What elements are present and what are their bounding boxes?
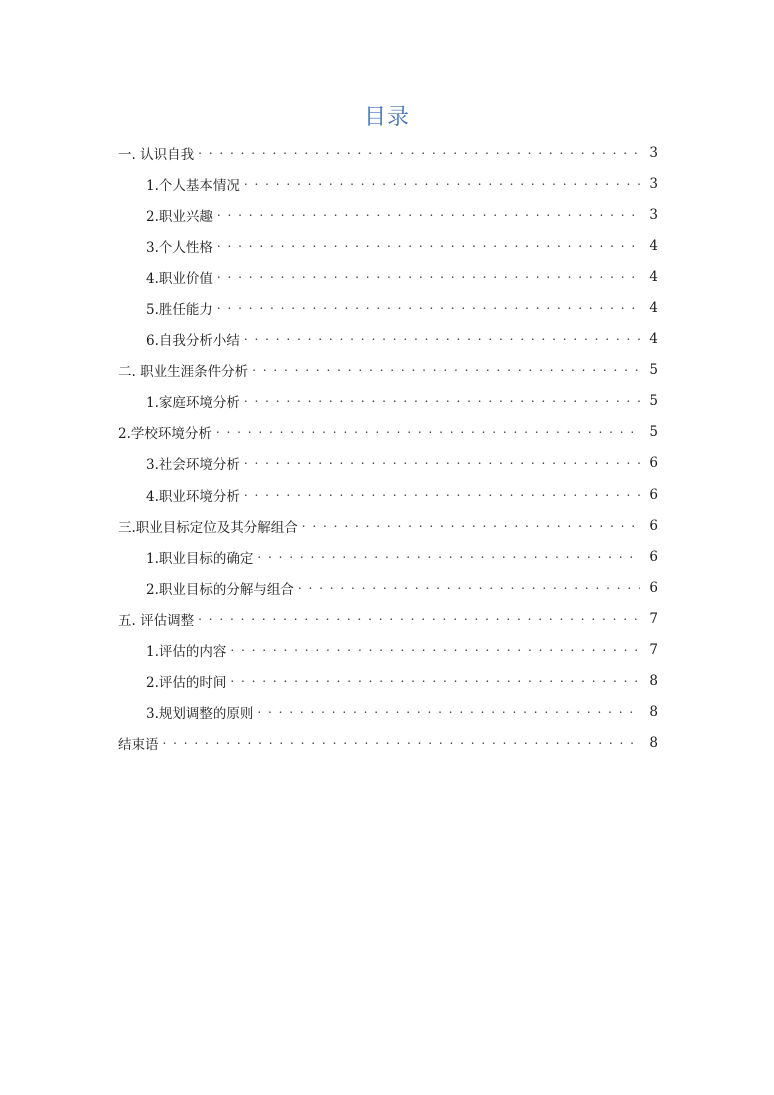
toc-entry[interactable] [118, 666, 658, 697]
toc-leader-dots [302, 519, 640, 533]
toc-leader-dots [217, 270, 640, 284]
toc-leader-dots [230, 674, 640, 688]
toc-entry-page-number: 8 [649, 704, 658, 721]
toc-entry-page-number: 5 [649, 424, 658, 441]
toc-leader-dots [257, 550, 640, 564]
toc-entry-label: 5.胜任能力 [146, 302, 213, 319]
toc-leader-dots [244, 177, 640, 191]
toc-leader-dots [244, 332, 640, 346]
toc-entry-label: 一. 认识自我 [118, 146, 195, 163]
toc-entry-label: 3.社会环境分析 [146, 457, 240, 474]
toc-entry[interactable] [118, 603, 658, 634]
toc-title: 目录 [363, 105, 410, 130]
toc-leader-dots [257, 705, 640, 719]
toc-entry[interactable] [118, 510, 658, 541]
toc-entry[interactable] [118, 728, 658, 759]
toc-entry-label: 4.职业价值 [146, 270, 213, 287]
toc-entry-page-number: 4 [649, 300, 658, 317]
toc-entry[interactable] [118, 230, 658, 261]
toc-entry[interactable] [118, 572, 658, 603]
toc-entry-label: 1.家庭环境分析 [146, 395, 240, 412]
toc-entry-page-number: 3 [649, 175, 658, 192]
toc-entry-page-number: 7 [649, 642, 658, 659]
toc-entry-label: 3.个人性格 [146, 239, 213, 256]
toc-entry-page-number: 4 [649, 268, 658, 285]
toc-entry-page-number: 4 [649, 237, 658, 254]
toc-entry-page-number: 8 [649, 673, 658, 690]
toc-entry[interactable] [118, 479, 658, 510]
toc-entry-label: 三.职业目标定位及其分解组合 [118, 519, 298, 536]
toc-leader-dots [198, 612, 640, 626]
toc-leader-dots [244, 488, 640, 502]
toc-leader-dots [217, 208, 640, 222]
toc-leader-dots [198, 146, 640, 160]
toc-entry[interactable] [118, 261, 658, 292]
toc-leader-dots [163, 736, 641, 750]
toc-entry[interactable] [118, 324, 658, 355]
toc-entry-page-number: 8 [649, 735, 658, 752]
toc-leader-dots [298, 581, 640, 595]
toc-entry[interactable] [118, 386, 658, 417]
toc-entry-page-number: 7 [649, 610, 658, 627]
toc-entry-label: 1.评估的内容 [146, 644, 227, 661]
toc-entry-page-number: 3 [649, 144, 658, 161]
toc-list [118, 137, 658, 759]
toc-entry[interactable] [118, 355, 658, 386]
toc-leader-dots [252, 363, 640, 377]
toc-entry-label: 2.学校环境分析 [118, 426, 212, 443]
toc-leader-dots [230, 643, 640, 657]
toc-entry-label: 五. 评估调整 [118, 612, 195, 629]
toc-entry[interactable] [118, 635, 658, 666]
toc-entry-label: 结束语 [118, 737, 159, 754]
toc-leader-dots [244, 456, 640, 470]
toc-entry[interactable] [118, 417, 658, 448]
toc-entry-page-number: 5 [649, 362, 658, 379]
toc-entry-page-number: 3 [649, 206, 658, 223]
toc-entry-page-number: 6 [649, 579, 658, 596]
toc-entry-label: 1.个人基本情况 [146, 177, 240, 194]
toc-entry-label: 二. 职业生涯条件分析 [118, 364, 249, 381]
toc-entry[interactable] [118, 697, 658, 728]
toc-entry-page-number: 6 [649, 548, 658, 565]
toc-entry-label: 2.职业目标的分解与组合 [146, 581, 294, 598]
toc-entry[interactable] [118, 137, 658, 168]
toc-entry-label: 4.职业环境分析 [146, 488, 240, 505]
toc-entry[interactable] [118, 541, 658, 572]
toc-entry-page-number: 6 [649, 517, 658, 534]
toc-entry-page-number: 6 [649, 455, 658, 472]
toc-entry-label: 6.自我分析小结 [146, 333, 240, 350]
toc-entry-label: 2.评估的时间 [146, 675, 227, 692]
toc-entry[interactable] [118, 448, 658, 479]
toc-leader-dots [244, 394, 640, 408]
toc-entry-label: 1.职业目标的确定 [146, 550, 254, 567]
toc-entry-page-number: 5 [649, 393, 658, 410]
toc-leader-dots [217, 301, 640, 315]
toc-leader-dots [217, 239, 640, 253]
toc-entry-page-number: 6 [649, 486, 658, 503]
toc-entry[interactable] [118, 292, 658, 323]
toc-leader-dots [216, 425, 640, 439]
toc-entry[interactable] [118, 199, 658, 230]
toc-entry-label: 2.职业兴趣 [146, 208, 213, 225]
toc-entry-label: 3.规划调整的原则 [146, 706, 254, 723]
toc-entry-page-number: 4 [649, 331, 658, 348]
toc-entry[interactable] [118, 168, 658, 199]
